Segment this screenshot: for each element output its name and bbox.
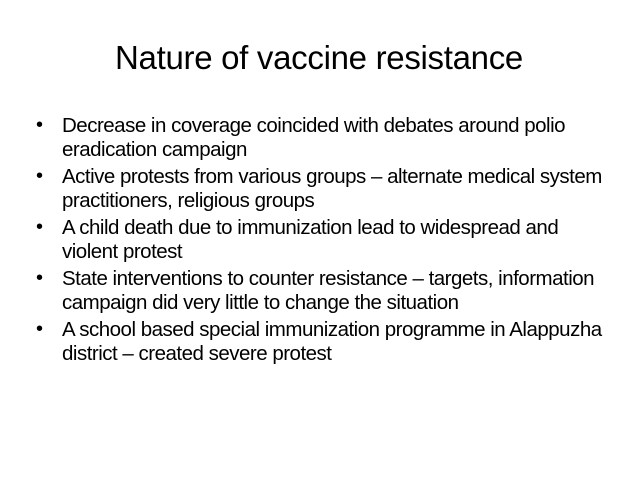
bullet-text: A child death due to immunization lead to widespread and violent protest: [62, 216, 559, 263]
bullet-item: [36, 267, 616, 314]
bullet-text: A school based special immunization programme in Alappuzha district – created severe protest: [62, 318, 602, 365]
bullet-text: State interventions to counter resistance – targets, information campaign did very little to change the situation: [62, 267, 595, 314]
bullet-item: [36, 165, 616, 212]
bullet-icon: •: [36, 318, 43, 340]
bullet-icon: •: [36, 267, 43, 289]
bullet-icon: •: [36, 165, 43, 187]
bullet-list: [36, 114, 616, 369]
slide-title: Nature of vaccine resistance: [115, 39, 523, 76]
bullet-text: Active protests from various groups – alternate medical system practitioners, religious groups: [62, 165, 602, 212]
bullet-text: Decrease in coverage coincided with debates around polio eradication campaign: [62, 114, 566, 161]
bullet-item: [36, 318, 616, 365]
bullet-icon: •: [36, 114, 43, 136]
bullet-icon: •: [36, 216, 43, 238]
bullet-item: [36, 216, 616, 263]
bullet-item: [36, 114, 616, 161]
